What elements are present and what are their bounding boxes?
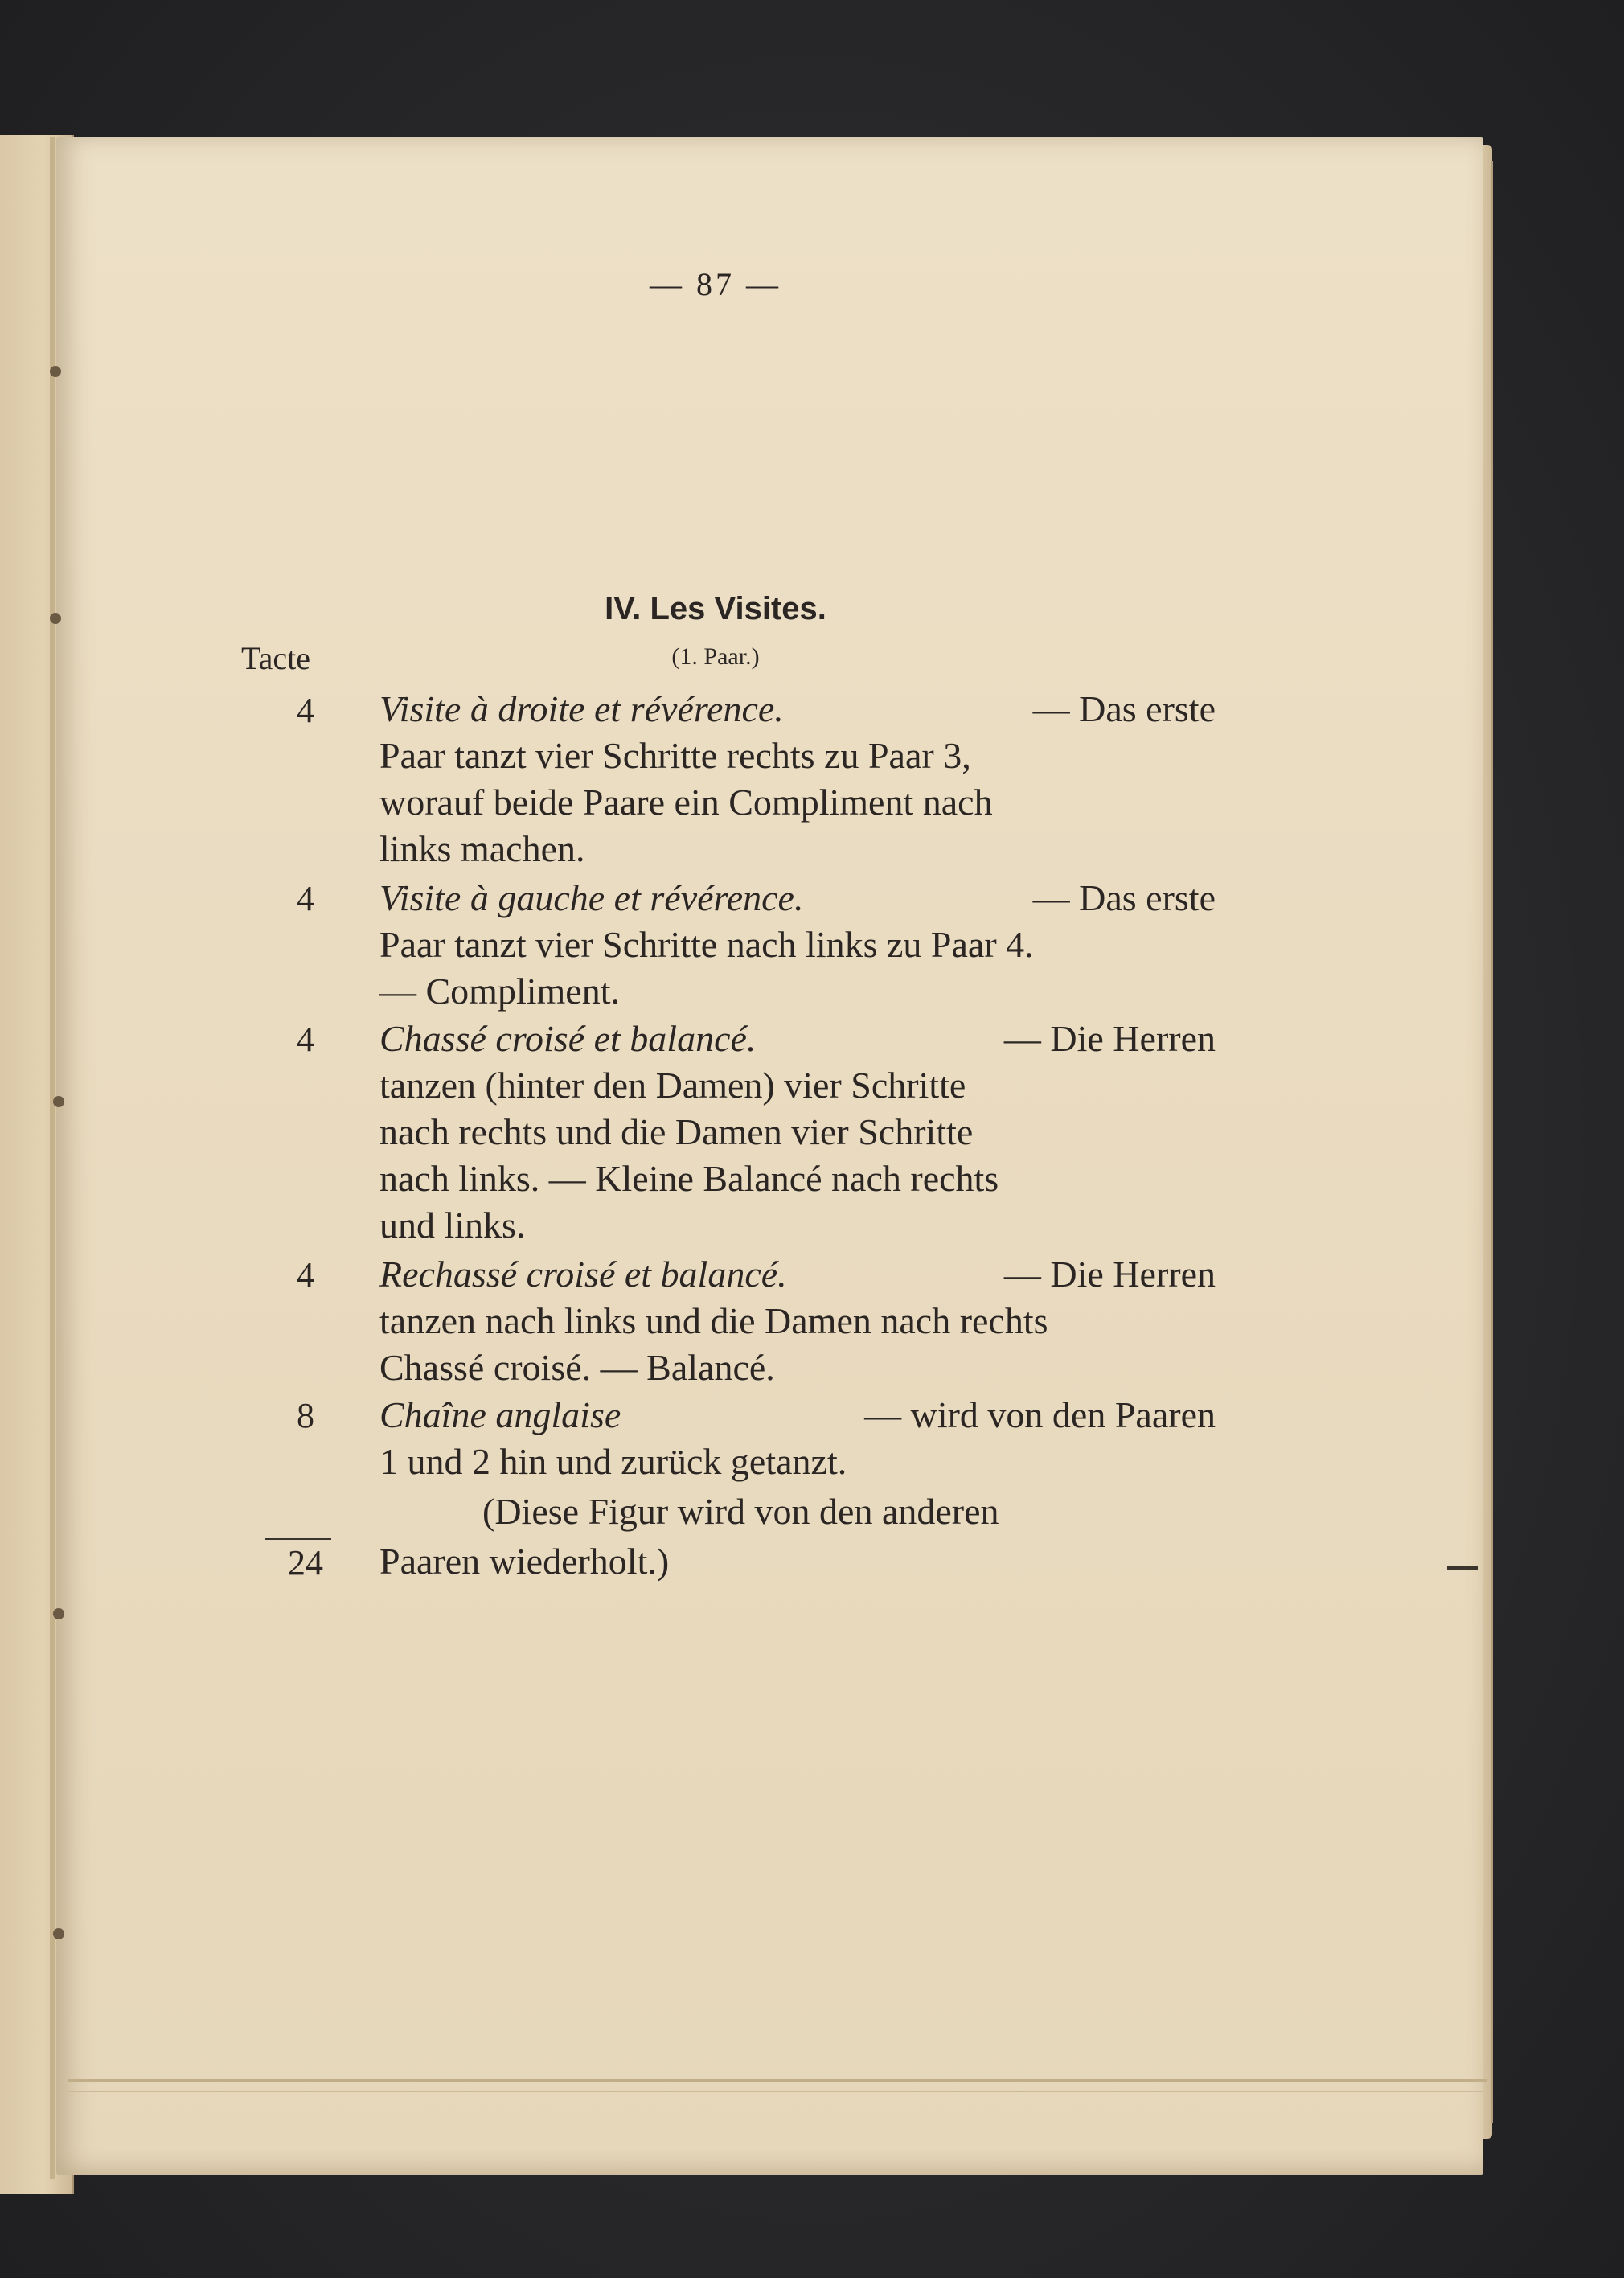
text-line: [379, 876, 1216, 919]
figure-name: Chassé croisé et balancé.: [379, 1018, 757, 1059]
text-line: (Diese Figur wird von den anderen: [482, 1491, 999, 1532]
figure-name: Chaîne anglaise: [379, 1394, 621, 1435]
line-continuation: — Das erste: [1032, 688, 1216, 729]
page-bottom-edge: [68, 2079, 1487, 2082]
figure-name: Visite à droite et révérence.: [379, 688, 784, 729]
line-continuation: — Die Herren: [1003, 1254, 1216, 1295]
page-number: — 87 —: [650, 266, 781, 302]
tacte-count: 4: [297, 879, 314, 918]
text-line: worauf beide Paare ein Compliment nach: [379, 782, 993, 823]
text-line: — Compliment.: [379, 971, 620, 1012]
text-line: [379, 688, 1216, 730]
binding-spine: [50, 137, 55, 2179]
stitch-hole: [53, 1096, 64, 1107]
figure-name: Visite à gauche et révérence.: [379, 877, 804, 918]
text-line: [379, 1017, 1216, 1060]
tacte-count: 4: [297, 1020, 314, 1059]
text-line: tanzen nach links und die Damen nach rechts: [379, 1300, 1048, 1341]
sum-rule: [265, 1538, 331, 1540]
text-line: Paaren wiederholt.): [379, 1541, 670, 1582]
text-line: und links.: [379, 1205, 526, 1246]
line-continuation: — Die Herren: [1003, 1018, 1216, 1059]
tacte-count: 4: [297, 691, 314, 730]
line-continuation: — Das erste: [1032, 877, 1216, 918]
book-page: [56, 137, 1483, 2175]
text-line: links machen.: [379, 828, 585, 869]
line-continuation: — wird von den Paaren: [864, 1394, 1216, 1435]
section-subtitle: (1. Paar.): [671, 643, 760, 670]
section-title: IV. Les Visites.: [605, 591, 826, 626]
text-line: Paar tanzt vier Schritte rechts zu Paar 3,: [379, 735, 971, 776]
text-line: nach links. — Kleine Balancé nach rechts: [379, 1158, 999, 1199]
text-line: [379, 1253, 1216, 1295]
text-line: [379, 1393, 1216, 1436]
figure-name: Rechassé croisé et balancé.: [379, 1254, 787, 1295]
tacte-total: 24: [288, 1543, 323, 1582]
stitch-hole: [50, 366, 61, 377]
stitch-hole: [53, 1928, 64, 1939]
stitch-hole: [53, 1608, 64, 1619]
text-line: Paar tanzt vier Schritte nach links zu Paar 4.: [379, 924, 1034, 965]
stitch-hole: [50, 613, 61, 624]
text-line: nach rechts und die Damen vier Schritte: [379, 1111, 974, 1152]
margin-mark: [1447, 1566, 1478, 1570]
text-line: 1 und 2 hin und zurück getanzt.: [379, 1441, 847, 1482]
tacte-count: 8: [297, 1396, 314, 1435]
text-line: Chassé croisé. — Balancé.: [379, 1347, 775, 1388]
page-bottom-edge-line: [68, 2091, 1483, 2092]
tacte-column-header: Tacte: [241, 640, 311, 676]
tacte-count: 4: [297, 1255, 314, 1295]
text-line: tanzen (hinter den Damen) vier Schritte: [379, 1065, 966, 1106]
